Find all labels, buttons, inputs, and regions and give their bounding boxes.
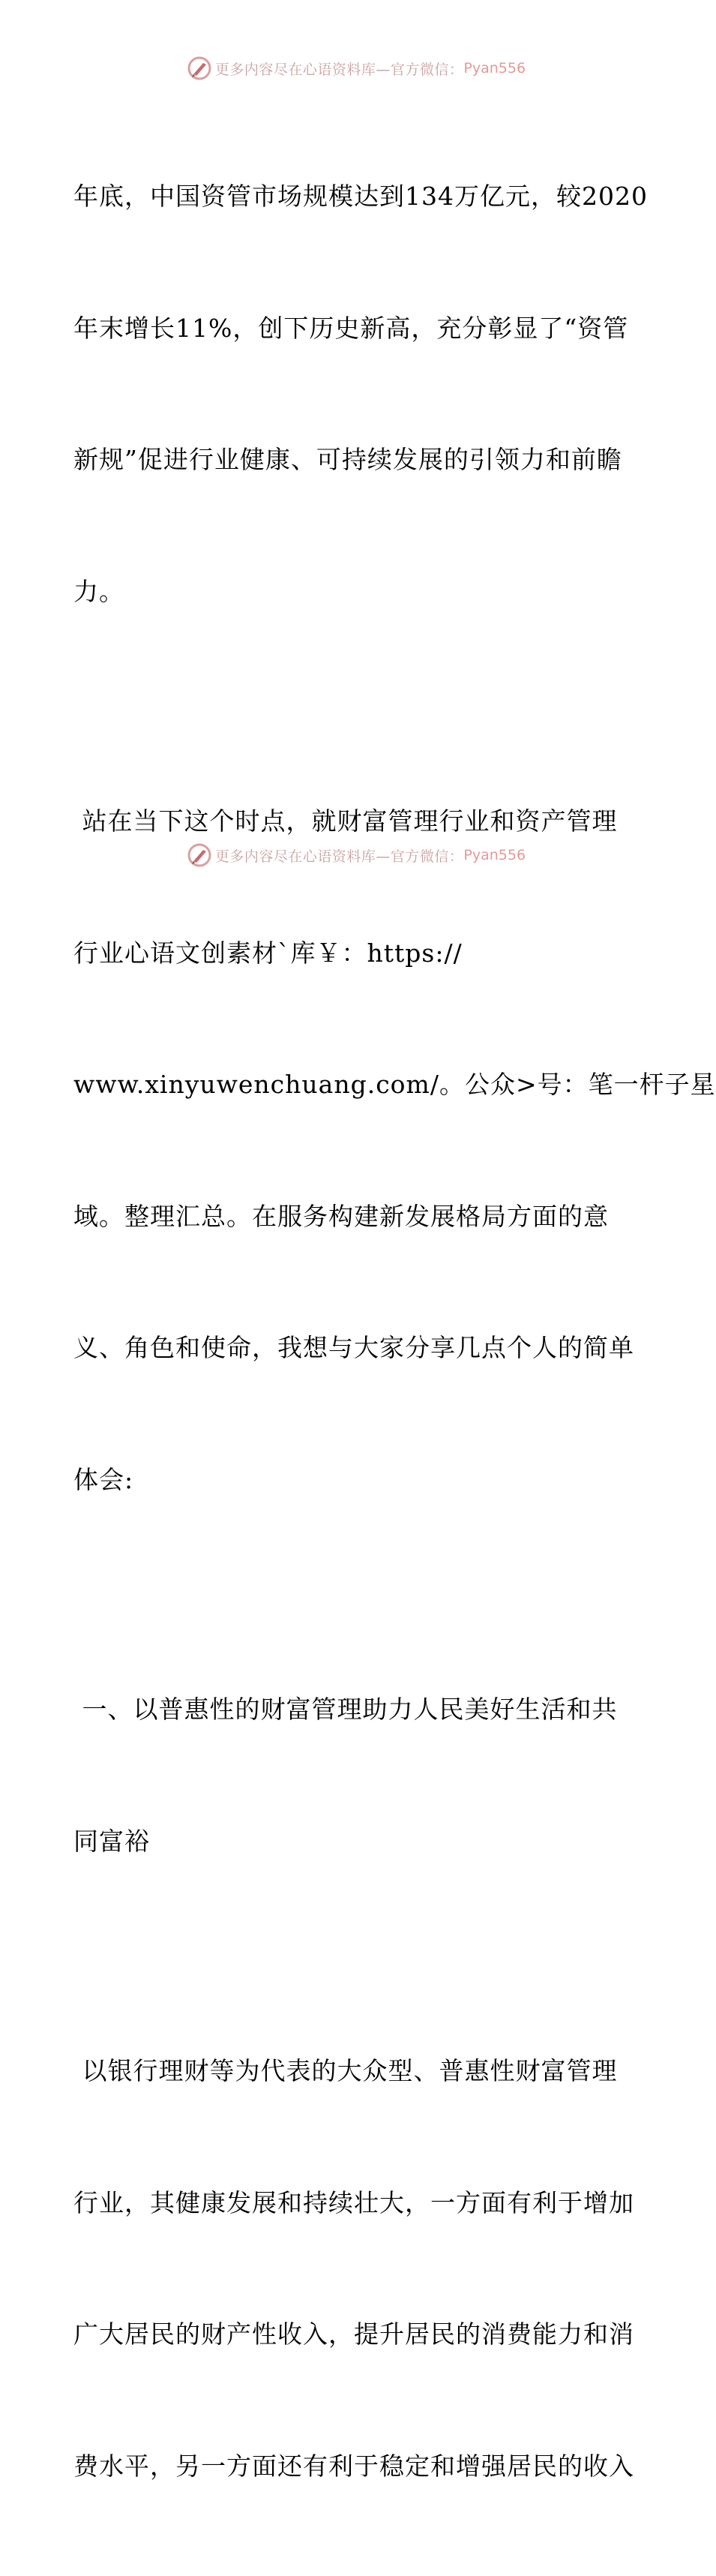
text-line: 力。	[73, 576, 124, 606]
section-heading-1	[73, 1600, 643, 1951]
text-line: 同富裕	[73, 1826, 150, 1856]
text-line: 以银行理财等为代表的大众型、普惠性财富管理	[73, 2056, 618, 2085]
text-line: 一、以普惠性的财富管理助力人民美好生活和共	[73, 1695, 618, 1724]
text-line: 费水平，另一方面还有利于稳定和增强居民的收入	[73, 2451, 634, 2481]
watermark-text: 更多内容尽在心语资料库—官方微信：	[214, 848, 464, 865]
pen-logo-icon	[187, 842, 212, 868]
text-line: 行业，其健康发展和持续壮大，一方面有利于增加	[73, 2187, 634, 2217]
text-line: www.xinyuwenchuang.com/。公众>号：笔一杆子星	[73, 1070, 716, 1099]
text-line: 广大居民的财产性收入，提升居民的消费能力和消	[73, 2319, 634, 2349]
paragraph-3	[73, 1962, 643, 2576]
watermark-text: 更多内容尽在心语资料库—官方微信：	[214, 61, 464, 78]
text-line: 新规”促进行业健康、可持续发展的引领力和前瞻	[73, 445, 622, 474]
text-line: 年末增长11%，创下历史新高，充分彰显了“资管	[73, 313, 629, 343]
text-line: 年底，中国资管市场规模达到134万亿元，较2020	[73, 182, 648, 211]
text-line: 行业心语文创素材`库￥：https://	[73, 938, 463, 968]
text-line: 站在当下这个时点，就财富管理行业和资产管理	[73, 806, 618, 836]
document-body	[73, 87, 716, 2576]
paragraph-1	[73, 87, 648, 701]
text-line: 域。整理汇总。在服务构建新发展格局方面的意	[73, 1201, 609, 1231]
watermark-wechat-id: Pyan556	[463, 60, 526, 77]
footer-watermark	[0, 842, 712, 868]
text-line: 义、角色和使命，我想与大家分享几点个人的简单	[73, 1333, 634, 1362]
header-watermark	[0, 56, 712, 81]
watermark-wechat-id: Pyan556	[463, 847, 526, 863]
pen-logo-icon	[187, 56, 212, 81]
text-line: 体会:	[73, 1464, 134, 1494]
